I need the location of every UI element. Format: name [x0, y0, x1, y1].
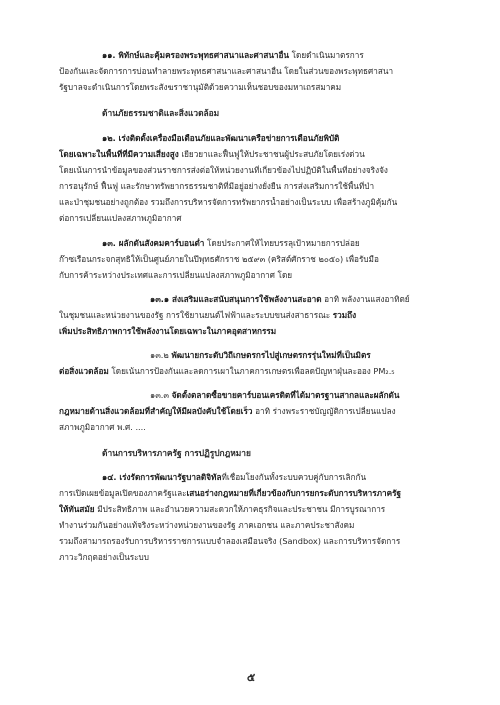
item-13-line-3: กับการค้าระหว่างประเทศและการเปลี่ยนแปลงสภาพภูมิอากาศ โดย — [59, 270, 293, 280]
item-13-line-1: ๑๓. ผลักดันสังคมคาร์บอนต่ำ โดยประกาศให้ไทยบรรลุเป้าหมายการปล่อย — [102, 238, 360, 248]
item-14-line-5: รวมถึงสามารถรองรับการบริหารราชการแบบจำลองเสมือนจริง (Sandbox) และการบริหารจัดการ — [59, 536, 401, 546]
item-12-line-1: ๑๒. เร่งติดตั้งเครื่องมือเตือนภัยและพัฒนาเครือข่ายการเตือนภัยพิบัติ — [102, 133, 340, 143]
item-13-3-line-3: สภาพภูมิอากาศ พ.ศ. .... — [59, 422, 146, 432]
item-14-line-3: ให้ทันสมัย มีประสิทธิภาพ และอำนวยความสะดวกให้ภาคธุรกิจและประชาชน มีการบูรณาการ — [59, 504, 386, 514]
item-12-line-5: และป่าชุมชนอย่างถูกต้อง รวมถึงการบริหารจัดการทรัพยากรน้ำอย่างเป็นระบบ เพื่อสร้างภูมิคุ้มกัน — [59, 197, 398, 207]
item-12-line-2: โดยเฉพาะในพื้นที่ที่มีความเสี่ยงสูง เยียวยาและฟื้นฟูให้ประชาชนผู้ประสบภัยโดยเร่งด่วน — [59, 149, 365, 159]
item-13-1-line-1: ๑๓.๑ ส่งเสริมและสนับสนุนการใช้พลังงานสะอาด อาทิ พลังงานแสงอาทิตย์ — [150, 294, 410, 304]
item-13-3-line-2: กฎหมายด้านสิ่งแวดล้อมที่สำคัญให้มีผลบังคับใช้โดยเร็ว อาทิ ร่างพระราชบัญญัติการเปลี่ยนแปลง — [59, 406, 396, 416]
item-13-1-line-2: ในชุมชนและหน่วยงานของรัฐ การใช้ยานยนต์ไฟฟ้าและระบบขนส่งสาธารณะ รวมถึง — [59, 310, 357, 320]
section-heading-public-administration: ด้านการบริหารภาครัฐ การปฏิรูปกฎหมาย — [102, 448, 251, 458]
item-11-line-3: รัฐบาลจะดำเนินการโดยพระสังฆราชานุมัติด้วยความเห็นชอบของมหาเถรสมาคม — [59, 82, 342, 92]
item-14-line-6: ภาวะวิกฤตอย่างเป็นระบบ — [59, 552, 149, 562]
item-13-2-line-1: ๑๓.๒ พัฒนายกระดับวิถีเกษตรกรไปสู่เกษตรกรรุ่นใหม่ที่เป็นมิตร — [150, 350, 371, 360]
item-13-1-line-3: เพิ่มประสิทธิภาพการใช้พลังงานโดยเฉพาะในภาคอุตสาหกรรม — [59, 326, 277, 336]
item-13-2-line-2: ต่อสิ่งแวดล้อม โดยเน้นการป้องกันและลดการเผาในภาคการเกษตรเพื่อลดปัญหาฝุ่นละออง PM₂.₅ — [59, 366, 395, 376]
item-12-line-4: การอนุรักษ์ ฟื้นฟู และรักษาทรัพยากรธรรมชาติที่มีอยู่อย่างยั่งยืน การส่งเสริมการใช้พื้นที่ป่า — [59, 181, 375, 191]
item-11-line-1: ๑๑. พิทักษ์และคุ้มครองพระพุทธศาสนาและศาสนาอื่น โดยดำเนินมาตรการ — [102, 50, 364, 60]
section-heading-environment: ด้านภัยธรรมชาติและสิ่งแวดล้อม — [102, 108, 220, 118]
item-14-line-1: ๑๔. เร่งรัดการพัฒนารัฐบาลดิจิทัลที่เชื่อมโยงกันทั้งระบบควบคู่กับการเลิกกัน — [102, 472, 367, 482]
item-13-line-2: ก๊าซเรือนกระจกสุทธิให้เป็นศูนย์ภายในปีพุทธศักราช ๒๕๙๓ (คริสต์ศักราช ๒๐๕๐) เพื่อรับมือ — [59, 254, 379, 264]
item-14-line-4: ทำงานร่วมกันอย่างแท้จริงระหว่างหน่วยงานของรัฐ ภาคเอกชน และภาคประชาสังคม — [59, 520, 355, 530]
item-12-line-3: โดยเน้นการนำข้อมูลของส่วนราชการส่งต่อให้หน่วยงานที่เกี่ยวข้องไปปฏิบัติในพื้นที่อย่างจริงจัง — [59, 165, 388, 175]
page-number: ๕ — [246, 671, 256, 684]
item-11-line-2: ป้องกันและจัดการการบ่อนทำลายพระพุทธศาสนาและศาสนาอื่น โดยในส่วนของพระพุทธศาสนา — [59, 66, 394, 76]
item-14-line-2: การเปิดเผยข้อมูลเปิดของภาครัฐและเสนอร่างกฎหมายที่เกี่ยวข้องกับการยกระดับการบริหารภาครัฐ — [59, 488, 402, 498]
item-12-line-6: ต่อการเปลี่ยนแปลงสภาพภูมิอากาศ — [59, 213, 182, 223]
item-13-3-line-1: ๑๓.๓ จัดตั้งตลาดซื้อขายคาร์บอนเครดิตที่ได้มาตรฐานสากลและผลักดัน — [150, 390, 400, 400]
